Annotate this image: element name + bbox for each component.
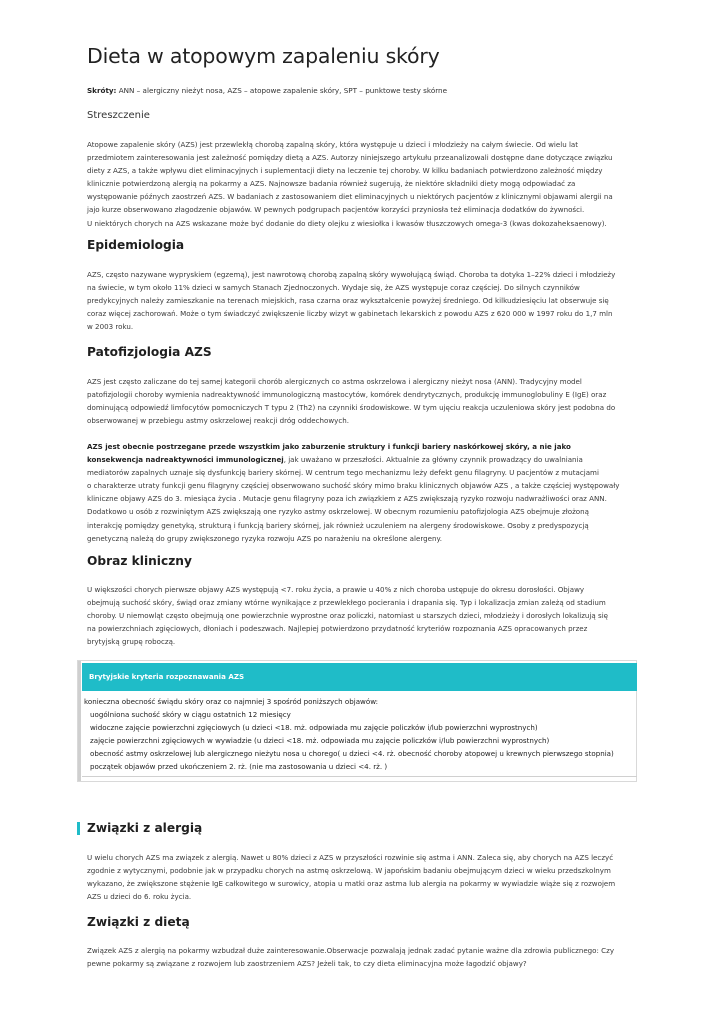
key-statement-bold-2: konsekwencja nadreaktywności immunologicznej bbox=[87, 455, 284, 465]
summary-line: występowanie późnych zaostrzeń AZS. W badaniach z zastosowaniem diet eliminacyjnych u niektórych pacjentów z klinicznymi objawami alergii na bbox=[87, 192, 613, 202]
pathophysiology-line: genetyczną należą do grupy zwiększonego ryzyka rozwoju AZS po narażeniu na określone alergeny. bbox=[87, 533, 442, 543]
pathophysiology-heading: Patofizjologia AZS bbox=[87, 345, 212, 359]
abbreviations-text: ANN – alergiczny nieżyt nosa, AZS – atopowe zapalenie skóry, SPT – punktowe testy skórne bbox=[116, 86, 448, 95]
criteria-intro: konieczna obecność świądu skóry oraz co najmniej 3 spośród poniższych objawów: bbox=[84, 697, 378, 706]
criteria-item: uogólniona suchość skóry w ciągu ostatnich 12 miesięcy bbox=[90, 709, 291, 719]
clinical-line: choroby. U niemowląt często obejmują one powierzchnie wyprostne oraz policzki, natomiast u starszych dzieci, młodzieży i dorosłych lokalizują się bbox=[87, 611, 609, 621]
epidemiology-heading: Epidemiologia bbox=[87, 238, 185, 252]
allergy-line: U wielu chorych AZS ma związek z alergią. Nawet u 80% dzieci z AZS w przyszłości rozwinie się astma i ANN. Zaleca się, aby chorych na AZS leczyć bbox=[87, 853, 614, 862]
criteria-item: widoczne zajęcie powierzchni zgięciowych (u dzieci <18. mż. odpowiada mu zajęcie policzków i/lub powierzchni wyprostnych) bbox=[90, 722, 538, 732]
pathophysiology-line: AZS jest często zaliczane do tej samej kategorii chorób alergicznych co astma oskrzelowa i alergiczny nieżyt nosa (ANN). Tradycyjny model bbox=[87, 377, 582, 386]
epidemiology-line: coraz więcej zachorowań. Może o tym świadczyć zwiększenie liczby wizyt w gabinetach lekarskich z powodu AZS z 620 000 w 1997 roku do 1,7 mln bbox=[87, 309, 613, 319]
abbreviations bbox=[87, 86, 447, 96]
pathophysiology-line: patofizjologii choroby wymienia nadreaktywność immunologiczną mastocytów, komórek dendrytycznych, produkcję immunoglobuliny E (IgE) oraz bbox=[87, 390, 607, 400]
pathophysiology-line: dominującą odpowiedź limfocytów pomocniczych T typu 2 (Th2) na czynniki środowiskowe. W tym ujęciu reakcja uczuleniowa skóry jest podobna do bbox=[87, 403, 616, 413]
diet-heading: Związki z dietą bbox=[87, 915, 190, 929]
clinical-heading: Obraz kliniczny bbox=[87, 554, 192, 568]
summary-heading: Streszczenie bbox=[87, 110, 150, 121]
criteria-list bbox=[84, 696, 614, 773]
pathophysiology-line-rest: , jak uważano w przeszłości. Aktualnie za główny czynnik prowadzący do uwalniania bbox=[283, 455, 583, 465]
criteria-box-title: Brytyjskie kryteria rozpoznawania AZS bbox=[89, 672, 245, 681]
pathophysiology-line: Dodatkowo u osób z rozwiniętym AZS zwiększają one ryzyko astmy oskrzelowej. W obecnym rozumieniu patofizjologia AZS obejmuje złożoną bbox=[87, 507, 589, 517]
allergy-heading-accent-bar bbox=[77, 822, 80, 835]
allergy-line: AZS u dzieci do 6. roku życia. bbox=[87, 892, 192, 902]
clinical-line: brytyjską grupę roboczą. bbox=[87, 637, 176, 647]
pathophysiology-line bbox=[87, 453, 639, 466]
pathophysiology-paragraph-1 bbox=[87, 375, 639, 427]
allergy-heading: Związki z alergią bbox=[87, 821, 203, 835]
epidemiology-line: AZS, często nazywane wypryskiem (egzemą), jest nawrotową chorobą zapalną skóry wywołującą świąd. Choroba ta dotyka 1–22% dzieci i młodzieży bbox=[87, 270, 616, 279]
summary-line: Atopowe zapalenie skóry (AZS) jest przewlekłą chorobą zapalną skóry, która występuje u dzieci i młodzieży na całym świecie. Od wielu lat bbox=[87, 140, 579, 149]
pathophysiology-line bbox=[87, 440, 639, 453]
criteria-box-left-bar bbox=[78, 661, 81, 781]
diet-line: Związek AZS z alergią na pokarmy wzbudzał duże zainteresowanie.Obserwacje pozwalają jednak zadać pytanie ważne dla zdrowia publicznego: Czy bbox=[87, 946, 615, 955]
page-title: Dieta w atopowym zapaleniu skóry bbox=[87, 44, 440, 68]
criteria-item: zajęcie powierzchni zgięciowych w wywiadzie (u dzieci <18. mż. odpowiada mu zajęcie policzków i/lub powierzchni wyprostnych) bbox=[90, 735, 550, 745]
diet-paragraph bbox=[87, 944, 639, 970]
epidemiology-line: w 2003 roku. bbox=[87, 322, 134, 332]
summary-line: klinicznie potwierdzoną alergią na pokarmy a AZS. Najnowsze badania również sugerują, że niektóre składniki diety mogą odpowiadać za bbox=[87, 179, 576, 189]
clinical-line: obejmują suchość skóry, świąd oraz zmiany wtórne wynikające z przewlekłego pocierania i drapania się. Typ i lokalizacja zmian zależą od stadium bbox=[87, 598, 606, 608]
pathophysiology-line: interakcję pomiędzy genetyką, strukturą i funkcją bariery skórnej, jak również uczuleniem na alergeny środowiskowe. Osoby z predyspozycją bbox=[87, 520, 589, 530]
summary-paragraph bbox=[87, 138, 639, 230]
criteria-item: początek objawów przed ukończeniem 2. rż. (nie ma zastosowania u dzieci <4. rż. ) bbox=[90, 761, 388, 771]
diet-line: pewne pokarmy są związane z rozwojem lub zaostrzeniem AZS? Jeżeli tak, to czy dieta eliminacyjna może łagodzić objawy? bbox=[87, 959, 527, 969]
summary-line: jajo kurze obserwowano złagodzenie objawów. W pewnych podgrupach pacjentów korzyści przyniosła też eliminacja dodatków do żywności. bbox=[87, 205, 585, 215]
summary-line: diety z AZS, a także wpływu diet eliminacyjnych i suplementacji diety na leczenie tej choroby. W kilku badaniach potwierdzono zależność między bbox=[87, 166, 603, 176]
abbreviations-label: Skróty: bbox=[87, 86, 117, 95]
allergy-line: zgodnie z wytycznymi, podobnie jak w przypadku chorych na astmę oskrzelową. W japońskim badaniu obejmującym dzieci w wieku przedszkolnym bbox=[87, 866, 611, 876]
summary-line: U niektórych chorych na AZS wskazane może być dodanie do diety olejku z wiesiołka i kwasów tłuszczowych omega-3 (kwas dokozaheksaenowy). bbox=[87, 218, 607, 228]
pathophysiology-paragraph-2 bbox=[87, 440, 639, 545]
criteria-box-divider bbox=[82, 776, 637, 777]
pathophysiology-line: o charakterze utraty funkcji genu filagryny częściej obserwowano suchość skóry mimo braku klinicznych objawów AZS , a także częściej występowały bbox=[87, 481, 620, 491]
clinical-paragraph bbox=[87, 583, 639, 648]
clinical-line: U większości chorych pierwsze objawy AZS występują <7. roku życia, a prawie u 40% z nich choroba ustępuje do okresu dorosłości. Objawy bbox=[87, 585, 585, 594]
criteria-item: obecność astmy oskrzelowej lub alergicznego nieżytu nosa u chorego( u dzieci <4. rż. obecność choroby atopowej u krewnych pierwszego stopnia) bbox=[90, 748, 614, 758]
summary-line: przedmiotem zainteresowania jest zależność pomiędzy dietą a AZS. Autorzy niniejszego artykułu przeanalizowali dostępne dane dotyczące związku bbox=[87, 153, 613, 163]
epidemiology-paragraph bbox=[87, 268, 639, 333]
pathophysiology-line: mediatorów zapalnych uznaje się dysfunkcję bariery skórnej. W centrum tego mechanizmu leży defekt genu filagryny. U pacjentów z mutacjami bbox=[87, 468, 599, 478]
pathophysiology-line: kliniczne objawy AZS do 3. miesiąca życia . Mutacje genu filagryny poza ich związkiem z AZS zwiększają ryzyko rozwoju nadwrażliwości oraz ANN. bbox=[87, 494, 607, 504]
allergy-line: wykazano, że zwiększone stężenie IgE całkowitego w surowicy, atopia u matki oraz astma lub alergia na pokarmy w wywiadzie wiąże się z rozwojem bbox=[87, 879, 616, 889]
clinical-line: na powierzchniach zgięciowych, dłoniach i podeszwach. Najlepiej potwierdzono przydatność kryteriów rozpoznania AZS opracowanych przez bbox=[87, 624, 588, 634]
criteria-box bbox=[77, 660, 637, 782]
criteria-box-header bbox=[82, 663, 637, 691]
allergy-paragraph bbox=[87, 851, 639, 903]
pathophysiology-line: obserwowanej w przebiegu astmy oskrzelowej reakcji dróg oddechowych. bbox=[87, 416, 350, 426]
epidemiology-line: na świecie, w tym około 11% dzieci w samych Stanach Zjednoczonych. Wydaje się, że AZS występuje coraz częściej. Do silnych czynników bbox=[87, 283, 580, 293]
key-statement-bold: AZS jest obecnie postrzegane przede wszystkim jako zaburzenie struktury i funkcji bariery naskórkowej skóry, a nie jako bbox=[87, 442, 571, 451]
epidemiology-line: predykcyjnych należy zamieszkanie na terenach miejskich, rasa czarna oraz wykształcenie powyżej średniego. Od kilkudziesięciu lat obserwuje się bbox=[87, 296, 609, 306]
